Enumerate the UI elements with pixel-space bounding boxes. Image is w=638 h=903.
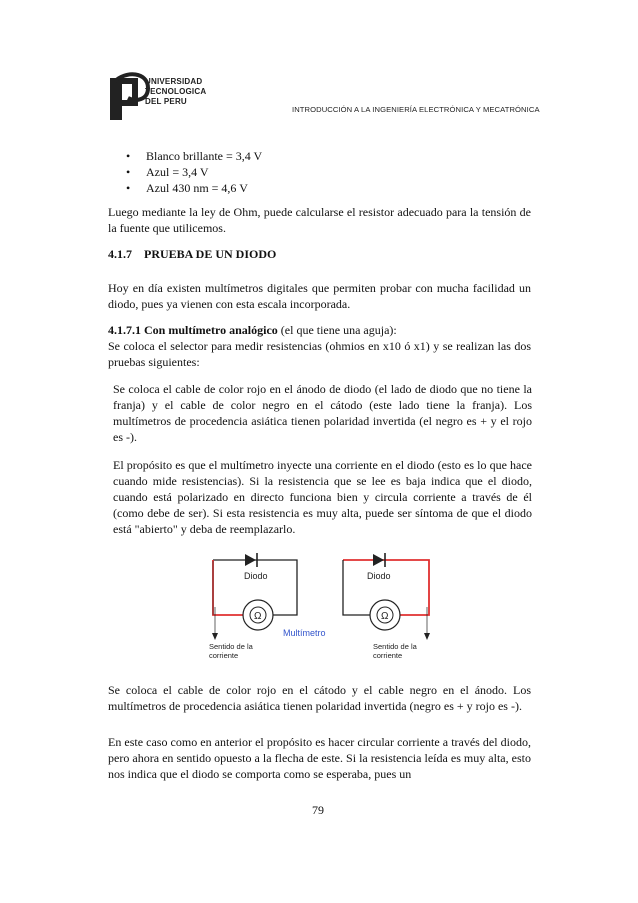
list-item: • Azul = 3,4 V	[124, 164, 262, 180]
right-current-label-2: corriente	[373, 651, 403, 660]
paragraph-test-1: Se coloca el cable de color rojo en el ánodo de diodo (el lado de diodo que no tiene la franja) y el cable de color negro en el cátodo (este lado tiene la franja). Los multímetros de procedencia asiática tienen polaridad invertida (el negro es + y el rojo es -).	[113, 382, 532, 444]
right-circuit	[343, 553, 430, 660]
voltage-list	[124, 148, 262, 196]
course-title: INTRODUCCIÓN A LA INGENIERÍA ELECTRÓNICA Y MECATRÓNICA	[292, 105, 540, 114]
section-heading: 4.1.7 PRUEBA DE UN DIODO	[108, 247, 277, 261]
right-meter-symbol: Ω	[381, 611, 389, 622]
university-line-3: DEL PERU	[145, 97, 187, 106]
subsection-text: Se coloca el selector para medir resistencias (ohmios en x10 ó x1) y se realizan las dos pruebas siguientes:	[108, 339, 531, 369]
list-item: • Azul 430 nm = 4,6 V	[124, 180, 262, 196]
left-circuit	[209, 553, 297, 660]
left-meter-symbol: Ω	[254, 611, 262, 622]
paragraph-reverse-test: Se coloca el cable de color rojo en el cátodo y el cable negro en el ánodo. Los multímetros de procedencia asiática tienen polaridad invertida (negro es + y rojo es -).	[108, 683, 531, 713]
left-wire-black	[213, 560, 297, 615]
right-diode-icon	[373, 554, 384, 566]
university-name	[145, 77, 206, 107]
left-current-label-2: corriente	[209, 651, 239, 660]
subsection-title: 4.1.7.1 Con multímetro analógico	[108, 323, 278, 337]
diode-test-diagram	[205, 545, 435, 663]
left-arrow-icon	[212, 633, 218, 640]
paragraph-intro: Hoy en día existen multímetros digitales que permiten probar con mucha facilidad un diodo, pues ya vienen con esta escala incorporada.	[108, 281, 531, 311]
right-current-label-1: Sentido de la	[373, 642, 417, 651]
paragraph-ohm: Luego mediante la ley de Ohm, puede calcularse el resistor adecuado para la tensión de la fuente que utilicemos.	[108, 205, 531, 235]
paragraph-reverse-purpose: En este caso como en anterior el propósito es hacer circular corriente a través del diodo, pero ahora en sentido opuesto a la flecha de este. Si la resistencia leída es muy alta, esto nos indica que el diodo se comporta como se esperaba, pues un	[108, 735, 531, 781]
list-item: • Blanco brillante = 3,4 V	[124, 148, 262, 164]
left-wire-red	[213, 560, 243, 615]
left-diode-label: Diodo	[244, 571, 268, 581]
right-wire-black	[343, 560, 370, 615]
university-line-1: UNIVERSIDAD	[145, 77, 203, 86]
subsection-title-rest: (el que tiene una aguja):	[277, 323, 397, 337]
left-current-label-1: Sentido de la	[209, 642, 253, 651]
subsection	[108, 322, 531, 370]
multimeter-label: Multímetro	[283, 628, 326, 638]
right-arrow-icon	[424, 633, 430, 640]
page-number: 79	[312, 803, 324, 817]
right-diode-label: Diodo	[367, 571, 391, 581]
university-line-2: TECNOLOGICA	[145, 87, 207, 96]
paragraph-purpose: El propósito es que el multímetro inyecte una corriente en el diodo (esto es lo que hace cuando mide resistencias). Si la resistencia que se lee es baja indica que el diodo, cuando está polarizado en directo funciona bien y circula corriente a través de él (como debe de ser). Si esta resistencia es muy alta, puede ser síntoma de que el diodo está "abierto" y deba de reemplazarlo.	[113, 458, 532, 536]
left-diode-icon	[245, 554, 256, 566]
